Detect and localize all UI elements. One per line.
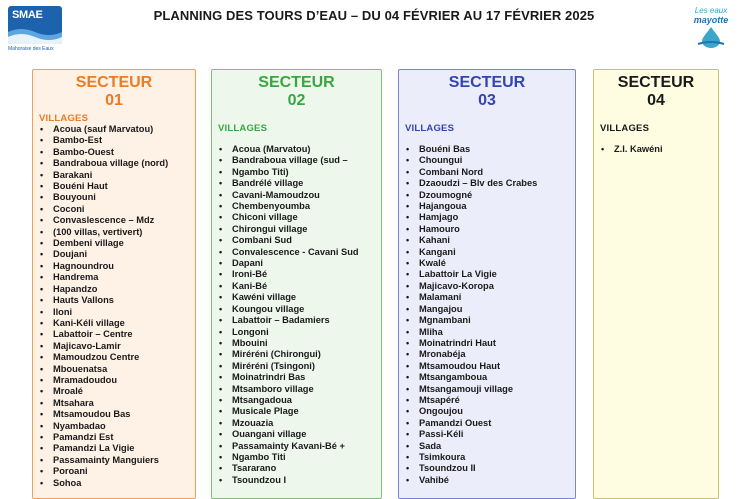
sector-01-villages-label: VILLAGES bbox=[39, 113, 89, 124]
village-item: • Acoua (sauf Marvatou) bbox=[39, 124, 195, 135]
village-item: • Pamandzi La Vigie bbox=[39, 443, 195, 454]
sector-02-villages-label: VILLAGES bbox=[218, 123, 268, 134]
village-item: • Mtsangadoua bbox=[218, 395, 381, 406]
village-item: • Mtsahara bbox=[39, 398, 195, 409]
village-item: • Bandraboua village (nord) bbox=[39, 158, 195, 169]
village-item: • Hajangoua bbox=[405, 201, 575, 212]
village-item: • Dembeni village bbox=[39, 238, 195, 249]
village-item: • Mtsamboro village bbox=[218, 384, 381, 395]
village-item: • Hauts Vallons bbox=[39, 295, 195, 306]
village-item: • Tsimkoura bbox=[405, 452, 575, 463]
sector-03-villages-label: VILLAGES bbox=[405, 123, 455, 134]
village-item: • Handrema bbox=[39, 272, 195, 283]
village-item: • Longoni bbox=[218, 327, 381, 338]
sector-04-panel bbox=[593, 69, 719, 499]
sector-02-village-list bbox=[212, 144, 381, 486]
village-item: • Kani-Kéli village bbox=[39, 318, 195, 329]
village-item: • Kwalé bbox=[405, 258, 575, 269]
village-item: • Tsoundzou I bbox=[218, 475, 381, 486]
sector-02-title-word: SECTEUR bbox=[258, 74, 335, 91]
village-item: • Bambo-Est bbox=[39, 135, 195, 146]
village-item: • Bouéni Haut bbox=[39, 181, 195, 192]
village-item: • Z.I. Kawéni bbox=[600, 144, 718, 155]
village-item: • Ironi-Bé bbox=[218, 269, 381, 280]
village-item: • Mbouenatsa bbox=[39, 364, 195, 375]
sector-01-panel bbox=[32, 69, 196, 499]
village-item: • Mamoudzou Centre bbox=[39, 352, 195, 363]
village-item: • Bambo-Ouest bbox=[39, 147, 195, 158]
village-item: • Labattoir – Badamiers bbox=[218, 315, 381, 326]
village-item: • Kangani bbox=[405, 247, 575, 258]
sector-04-title bbox=[594, 74, 718, 110]
village-item: • Chirongui village bbox=[218, 224, 381, 235]
village-item: • Dzaoudzi – Blv des Crabes bbox=[405, 178, 575, 189]
smae-logo-caption: Mahoraise des Eaux bbox=[8, 46, 54, 52]
village-item: • Pamandzi Est bbox=[39, 432, 195, 443]
village-item: • Ngambo Titi) bbox=[218, 167, 381, 178]
village-item: • Ngambo Titi bbox=[218, 452, 381, 463]
sector-03-number: 03 bbox=[478, 92, 496, 109]
sector-03-panel bbox=[398, 69, 576, 499]
eaux-logo-line2: mayotte bbox=[693, 15, 729, 25]
village-item: • Nyambadao bbox=[39, 421, 195, 432]
village-item: • Ouangani village bbox=[218, 429, 381, 440]
village-item: • Doujani bbox=[39, 249, 195, 260]
village-item: • Coconi bbox=[39, 204, 195, 215]
smae-logo bbox=[8, 6, 62, 58]
village-item: • Hamjago bbox=[405, 212, 575, 223]
wave-icon bbox=[8, 24, 62, 44]
village-item: • Cavani-Mamoudzou bbox=[218, 190, 381, 201]
sector-03-village-list bbox=[399, 144, 575, 486]
village-item: • Majicavo-Lamir bbox=[39, 341, 195, 352]
sector-03-title-word: SECTEUR bbox=[448, 74, 526, 91]
eaux-logo-line1: Les eaux bbox=[694, 6, 728, 15]
village-item: • Mliha bbox=[405, 327, 575, 338]
village-item: • Chembenyoumba bbox=[218, 201, 381, 212]
village-item: • Bouyouni bbox=[39, 192, 195, 203]
sector-01-number: 01 bbox=[105, 92, 123, 109]
village-item: • Majicavo-Koropa bbox=[405, 281, 575, 292]
village-item: • Pamandzi Ouest bbox=[405, 418, 575, 429]
village-item: • Convalescence - Cavani Sud bbox=[218, 247, 381, 258]
village-item: • Kahani bbox=[405, 235, 575, 246]
sector-02-panel bbox=[211, 69, 382, 499]
village-item: • Mtsapéré bbox=[405, 395, 575, 406]
sector-04-villages-label: VILLAGES bbox=[600, 123, 650, 134]
eaux-mayotte-logo bbox=[684, 6, 738, 56]
sector-02-number: 02 bbox=[287, 92, 306, 109]
village-item: • Mangajou bbox=[405, 304, 575, 315]
village-item: • Passi-Kéli bbox=[405, 429, 575, 440]
village-item: • Malamani bbox=[405, 292, 575, 303]
sector-04-number: 04 bbox=[647, 92, 665, 109]
village-item: • Hapandzo bbox=[39, 284, 195, 295]
village-item: • Iloni bbox=[39, 307, 195, 318]
village-item: • (100 villas, vertivert) bbox=[39, 227, 195, 238]
village-item: • Acoua (Marvatou) bbox=[218, 144, 381, 155]
sector-01-title-word: SECTEUR bbox=[75, 74, 153, 91]
village-item: • Moinatrindri Bas bbox=[218, 372, 381, 383]
village-item: • Labattoir La Vigie bbox=[405, 269, 575, 280]
village-item: • Mtsamoudou Bas bbox=[39, 409, 195, 420]
village-item: • Vahibé bbox=[405, 475, 575, 486]
village-item: • Passamainty Kavani-Bé + bbox=[218, 441, 381, 452]
village-item: • Mroalé bbox=[39, 386, 195, 397]
village-item: • Combani Nord bbox=[405, 167, 575, 178]
village-item: • Mzouazia bbox=[218, 418, 381, 429]
village-item: • Hamouro bbox=[405, 224, 575, 235]
page-title: PLANNING DES TOURS D’EAU – DU 04 FÉVRIER AU 17 FÉVRIER 2025 bbox=[153, 8, 595, 23]
village-item: • Musicale Plage bbox=[218, 406, 381, 417]
village-item: • Mramadoudou bbox=[39, 375, 195, 386]
village-item: • Mtsangamboua bbox=[405, 372, 575, 383]
village-item: • Bouéni Bas bbox=[405, 144, 575, 155]
village-item: • Kawéni village bbox=[218, 292, 381, 303]
sector-04-village-list bbox=[594, 144, 718, 155]
village-item: • Hagnoundrou bbox=[39, 261, 195, 272]
village-item: • Kani-Bé bbox=[218, 281, 381, 292]
village-item: • Combani Sud bbox=[218, 235, 381, 246]
village-item: • Chiconi village bbox=[218, 212, 381, 223]
sector-04-title-word: SECTEUR bbox=[617, 74, 695, 91]
village-item: • Moinatrindri Haut bbox=[405, 338, 575, 349]
village-item: • Koungou village bbox=[218, 304, 381, 315]
village-item: • Sada bbox=[405, 441, 575, 452]
village-item: • Poroani bbox=[39, 466, 195, 477]
village-item: • Mtsamoudou Haut bbox=[405, 361, 575, 372]
smae-logo-text: SMAE bbox=[12, 9, 43, 21]
village-item: • Bandraboua village (sud – bbox=[218, 155, 381, 166]
village-item: • Mbouini bbox=[218, 338, 381, 349]
village-item: • Miréréni (Chirongui) bbox=[218, 349, 381, 360]
village-item: • Tsararano bbox=[218, 463, 381, 474]
village-item: • Ongoujou bbox=[405, 406, 575, 417]
sector-01-title bbox=[33, 74, 195, 110]
village-item: • Dapani bbox=[218, 258, 381, 269]
village-item: • Mtsangamouji village bbox=[405, 384, 575, 395]
village-item: • Mronabéja bbox=[405, 349, 575, 360]
village-item: • Convaslescence – Mdz bbox=[39, 215, 195, 226]
water-drop-icon bbox=[696, 26, 726, 48]
village-item: • Tsoundzou II bbox=[405, 463, 575, 474]
sector-03-title bbox=[399, 74, 575, 110]
village-item: • Barakani bbox=[39, 170, 195, 181]
village-item: • Passamainty Manguiers bbox=[39, 455, 195, 466]
sector-02-title bbox=[212, 74, 381, 110]
village-item: • Dzoumogné bbox=[405, 190, 575, 201]
village-item: • Miréréni (Tsingoni) bbox=[218, 361, 381, 372]
village-item: • Mgnambani bbox=[405, 315, 575, 326]
village-item: • Sohoa bbox=[39, 478, 195, 489]
sector-01-village-list bbox=[33, 124, 195, 489]
smae-logo-box bbox=[8, 6, 62, 44]
village-item: • Bandrélé village bbox=[218, 178, 381, 189]
village-item: • Choungui bbox=[405, 155, 575, 166]
village-item: • Labattoir – Centre bbox=[39, 329, 195, 340]
